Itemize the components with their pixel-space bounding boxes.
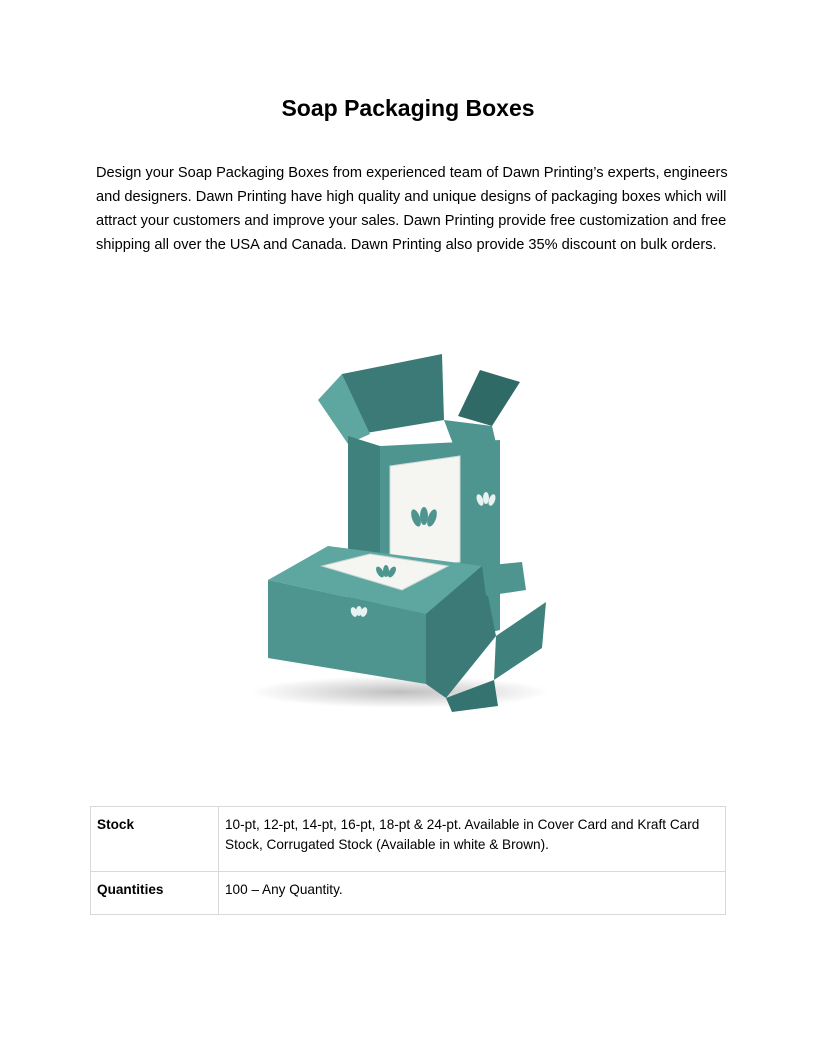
page-title: Soap Packaging Boxes	[281, 95, 535, 121]
spec-label-quantities: Quantities	[91, 872, 219, 915]
soap-box-illustration	[230, 340, 570, 720]
specs-table	[90, 806, 726, 915]
table-row	[91, 807, 726, 872]
table-row	[91, 872, 726, 915]
intro-paragraph: Design your Soap Packaging Boxes from experienced team of Dawn Printing’s experts, engineers and designers. Dawn Printing have high quality and unique designs of packaging boxes which will attract your customers and improve your sales. Dawn Printing provide free customization and free shipping all over the USA and Canada. Dawn Printing also provide 35% discount on bulk orders.	[96, 165, 728, 253]
product-image	[230, 340, 570, 720]
spec-value-stock: 10-pt, 12-pt, 14-pt, 16-pt, 18-pt & 24-pt. Available in Cover Card and Kraft Card Stock, Corrugated Stock (Available in white & Brown).	[219, 807, 726, 872]
floor-shadow	[250, 676, 550, 708]
spec-label-stock: Stock	[91, 807, 219, 872]
spec-value-quantities: 100 – Any Quantity.	[219, 872, 726, 915]
